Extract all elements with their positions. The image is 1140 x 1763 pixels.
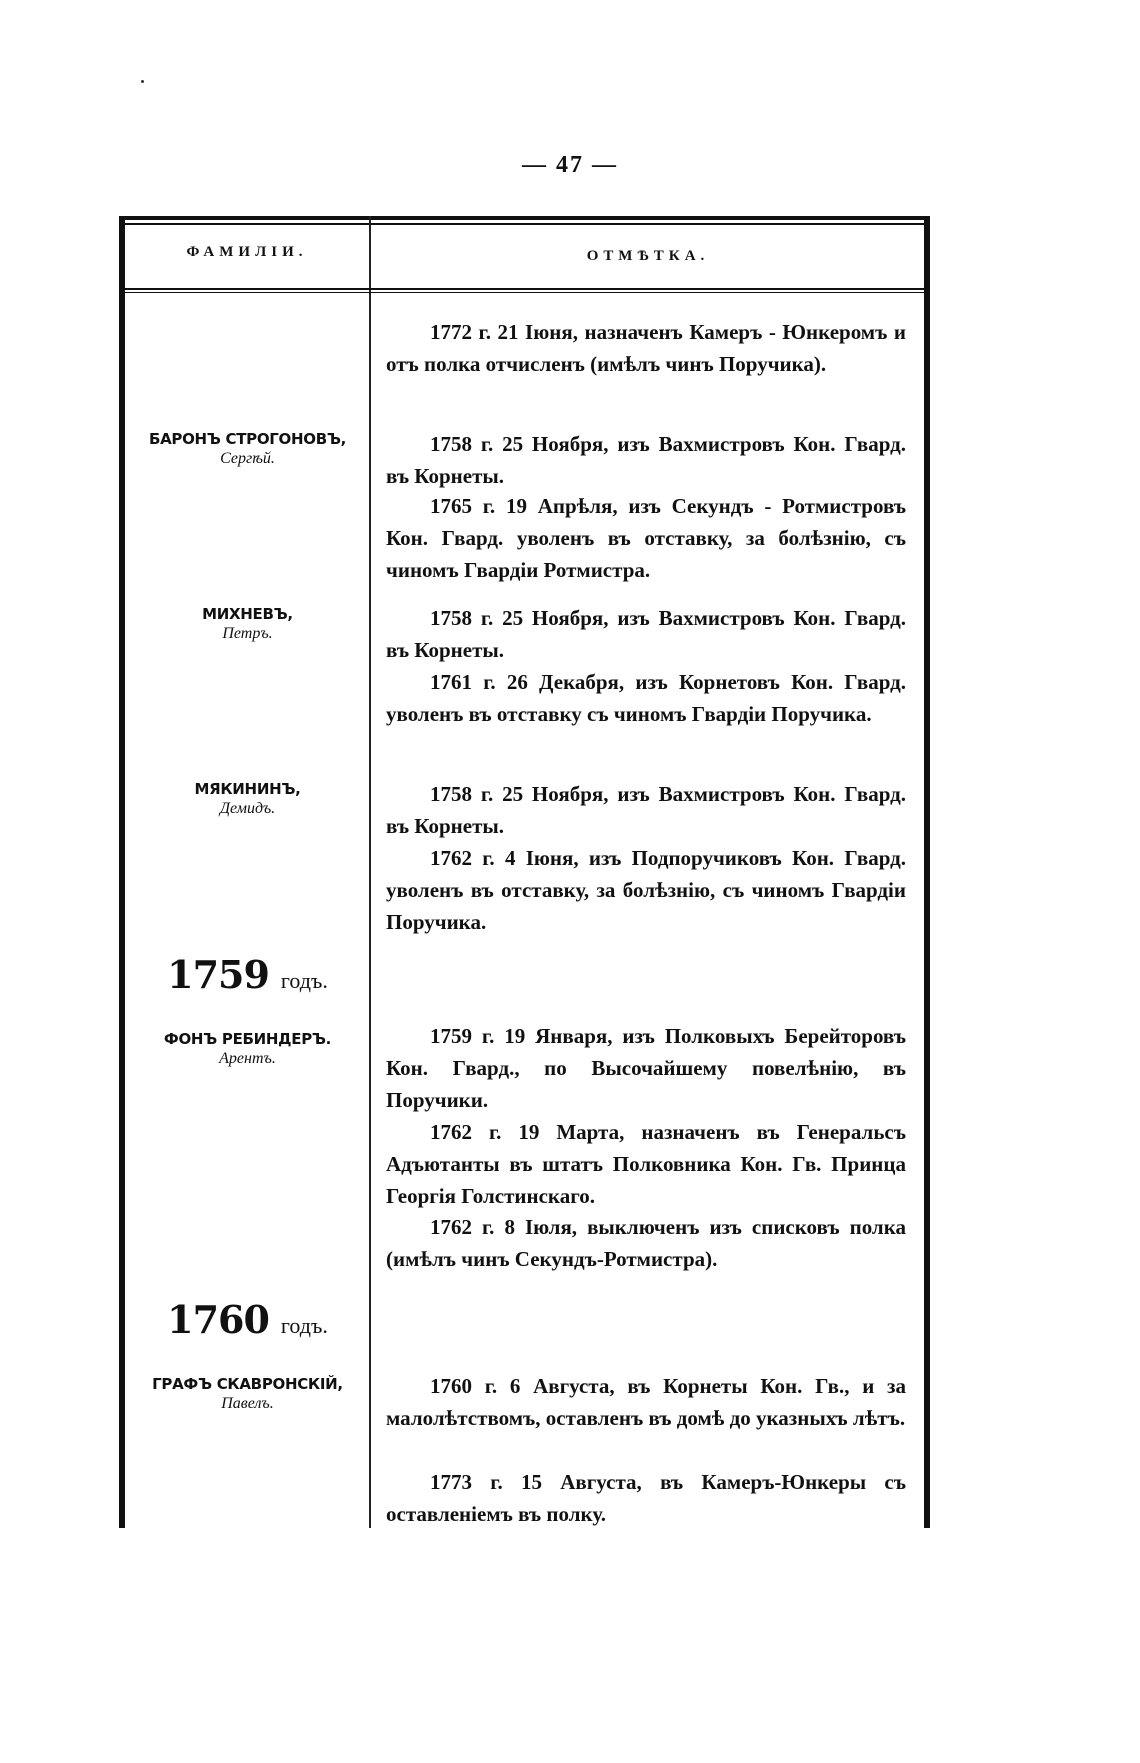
table-top-rule <box>119 216 930 220</box>
entry-text: 1758 г. 25 Ноября, изъ Вахмистровъ Кон. Гвард. въ Корнеты. <box>386 782 906 838</box>
page-number: — 47 — <box>522 152 618 178</box>
year-heading <box>125 1297 370 1342</box>
surname: ГРАФЪ СКАВРОНСКІЙ, <box>152 1375 343 1393</box>
header-rule <box>125 288 924 290</box>
year-word: годъ. <box>280 1313 328 1338</box>
print-speck <box>141 80 144 83</box>
header-rule-thin <box>125 292 924 293</box>
entry-text: 1760 г. 6 Августа, въ Корнеты Кон. Гв., и за малолѣтствомъ, оставленъ въ домѣ до указныхъ лѣтъ. <box>386 1374 906 1430</box>
entry-text: 1762 г. 8 Іюля, выключенъ изъ списковъ полка (имѣлъ чинъ Секундъ-Ротмистра). <box>386 1215 906 1271</box>
entry-text: 1772 г. 21 Іюня, назначенъ Камеръ - Юнкеромъ и отъ полка отчисленъ (имѣлъ чинъ Поручика). <box>386 320 906 376</box>
entry-text: 1773 г. 15 Августа, въ Камеръ-Юнкеры съ оставленіемъ въ полку. <box>386 1470 906 1526</box>
entry-text: 1762 г. 4 Іюня, изъ Подпоручиковъ Кон. Гвард. уволенъ въ отставку, за болѣзнію, съ чиномъ Гвардіи Поручика. <box>386 846 906 934</box>
given-name: Павелъ. <box>221 1395 274 1412</box>
given-name: Арентъ. <box>219 1050 276 1067</box>
given-name: Петръ. <box>222 625 273 642</box>
table-right-rule <box>924 216 930 1528</box>
table-top-rule-thin <box>119 223 930 225</box>
surname: МИХНЕВЪ, <box>202 605 293 623</box>
entry-text: 1759 г. 19 Января, изъ Полковыхъ Берейторовъ Кон. Гвард., по Высочайшему повелѣнію, въ Поручики. <box>386 1024 906 1112</box>
entry-text: 1765 г. 19 Апрѣля, изъ Секундъ - Ротмистровъ Кон. Гвард. уволенъ въ отставку, за болѣзнію, съ чиномъ Гвардіи Ротмистра. <box>386 494 906 582</box>
year-word: годъ. <box>280 968 328 993</box>
name-block <box>125 605 370 643</box>
year-number: 1759 <box>167 952 269 997</box>
column-header-names: ФАМИЛІИ. <box>186 244 308 260</box>
year-heading <box>125 952 370 997</box>
year-number: 1760 <box>167 1297 269 1342</box>
name-block <box>125 1375 370 1413</box>
surname: МЯКИНИНЪ, <box>194 780 301 798</box>
surname: ФОНЪ РЕБИНДЕРЪ. <box>163 1030 332 1048</box>
entry-text: 1758 г. 25 Ноября, изъ Вахмистровъ Кон. Гвард. въ Корнеты. <box>386 432 906 488</box>
entry-text: 1758 г. 25 Ноября, изъ Вахмистровъ Кон. Гвард. въ Корнеты. <box>386 606 906 662</box>
entry-text: 1762 г. 19 Марта, назначенъ въ Генеральсъ Адъютанты въ штатъ Полковника Кон. Гв. Принца Георгія Голстинскаго. <box>386 1120 906 1208</box>
name-block <box>125 1030 370 1068</box>
column-header-notes: ОТМѢТКА. <box>586 248 710 264</box>
entry-text: 1761 г. 26 Декабря, изъ Корнетовъ Кон. Гвард. уволенъ въ отставку съ чиномъ Гвардіи Поручика. <box>386 670 906 726</box>
given-name: Демидъ. <box>219 800 276 817</box>
name-block <box>125 780 370 818</box>
surname: БАРОНЪ СТРОГОНОВЪ, <box>148 430 347 448</box>
given-name: Сергѣй. <box>220 450 275 467</box>
name-block <box>125 430 370 468</box>
